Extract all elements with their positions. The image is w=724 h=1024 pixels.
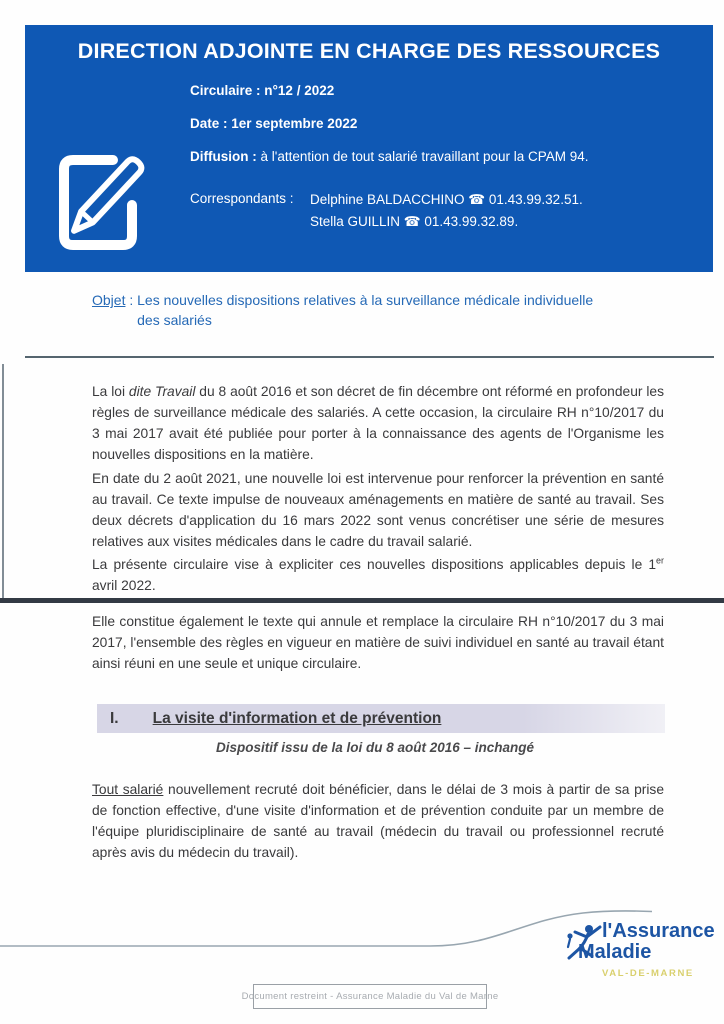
document-title: DIRECTION ADJOINTE EN CHARGE DES RESSOURCES	[77, 39, 661, 63]
logo-text-line2: Maladie	[578, 941, 652, 963]
objet-label: Objet	[92, 292, 126, 308]
restricted-document-caption	[241, 984, 499, 1009]
section-numeral: I.	[110, 709, 119, 727]
diffusion-line	[190, 149, 589, 164]
objet-text: Les nouvelles dispositions relatives à la surveillance médicale individuelle des salariés	[137, 292, 594, 328]
left-margin-line	[2, 364, 4, 602]
paragraph: Tout salarié nouvellement recruté doit bénéficier, dans le délai de 3 mois à partir de sa prise de fonction effective, d'une visite d'information et de prévention conduite par un membre de l'équipe pluridisciplinaire de santé au travail (médecin du travail ou professionnel recruté après avis du médecin du travail).	[92, 782, 665, 860]
circulaire-date: Date : 1er septembre 2022	[190, 116, 358, 131]
caption-text: Document restreint - Assurance Maladie du Val de Marne	[241, 991, 499, 1002]
objet-separator: :	[125, 292, 138, 308]
logo-region-label: VAL-DE-MARNE	[602, 968, 694, 979]
paragraph: Elle constitue également le texte qui annule et remplace la circulaire RH n°10/2017 du 3 mai 2017, l'ensemble des règles en vigueur en matière de suivi individuel en santé au travail étant ainsi réuni en une seule et unique circulaire.	[92, 614, 664, 671]
paragraph: La présente circulaire vise à expliciter ces nouvelles dispositions applicables depuis le 1er avril 2022.	[92, 555, 664, 593]
logo-text-line1: l'Assurance	[602, 920, 715, 942]
correspondants-block	[190, 191, 583, 235]
edit-compose-icon	[55, 145, 155, 253]
section-heading	[97, 704, 665, 733]
section-subtitle: Dispositif issu de la loi du 8 août 2016 – inchangé	[215, 740, 535, 755]
objet-line	[92, 290, 632, 330]
correspondants-list	[310, 191, 583, 235]
correspondant-entry: Stella GUILLIN ☎ 01.43.99.32.89.	[310, 214, 519, 229]
circulaire-number: Circulaire : n°12 / 2022	[190, 83, 335, 98]
correspondants-label: Correspondants :	[190, 191, 294, 206]
correspondant-entry: Delphine BALDACCHINO ☎ 01.43.99.32.51.	[310, 192, 583, 207]
paragraph: La loi dite Travail du 8 août 2016 et son décret de fin décembre ont réformé en profondeur les règles de surveillance médicale des salariés. A cette occasion, la circulaire RH n°10/2017 du 3 mai 2017 avait été publiée pour porter à la connaissance des agents de l'Organisme les nouvelles dispositions en la matière.	[92, 384, 664, 462]
thick-separator-line	[0, 598, 724, 603]
section-title: La visite d'information et de prévention	[152, 709, 442, 727]
diffusion-label: Diffusion :	[190, 149, 261, 164]
diffusion-text: à l'attention de tout salarié travaillant pour la CPAM 94.	[260, 149, 589, 164]
separator-line	[25, 356, 714, 358]
assurance-maladie-logo	[556, 908, 724, 988]
paragraph: En date du 2 août 2021, une nouvelle loi est intervenue pour renforcer la prévention en santé au travail. Ce texte impulse de nouveaux aménagements en matière de santé au travail. Ses deux décrets d'application du 16 mars 2022 sont venus concrétiser une série de mesures relatives aux visites médicales dans le cadre du travail salarié.	[92, 471, 664, 549]
header-banner	[25, 25, 713, 272]
